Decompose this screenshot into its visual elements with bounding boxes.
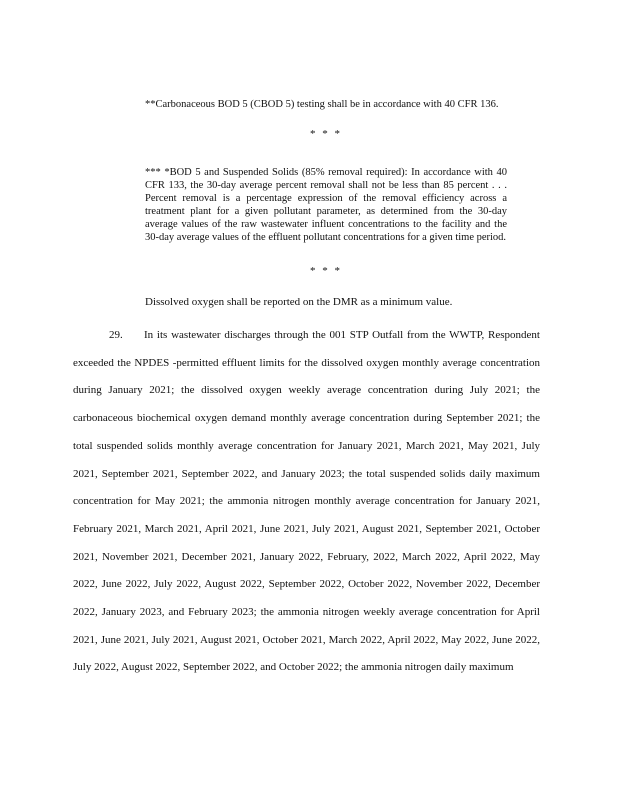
paragraph-number: 29. (109, 329, 123, 341)
section-separator: * * * (310, 265, 342, 277)
footnote-cbod: **Carbonaceous BOD 5 (CBOD 5) testing shall be in accordance with 40 CFR 136. (145, 98, 499, 110)
footnote-bod-suspended-solids: *** *BOD 5 and Suspended Solids (85% removal required): In accordance with 40 CFR 133, the 30-day average percent removal shall not be less than 85 percent . . . Percent removal is a percentage expression of the removal efficiency across a treatment plant for a given pollutant parameter, as determined from the 30-day average values of the raw wastewater influent concentrations to the facility and the 30-day average values of the effluent pollutant concentrations for a given time period. (145, 166, 507, 243)
paragraph-text: In its wastewater discharges through the 001 STP Outfall from the WWTP, Respondent exceeded the NPDES -permitted effluent limits for the dissolved oxygen monthly average concentration during January 2021; the dissolved oxygen weekly average concentration during July 2021; the carbonaceous biochemical oxygen demand monthly average concentration during September 2021; the total suspended solids monthly average concentration for January 2021, March 2021, May 2021, July 2021, September 2021, September 2022, and January 2023; the total suspended solids daily maximum concentration for May 2021; the ammonia nitrogen monthly average concentration for January 2021, February 2021, March 2021, April 2021, June 2021, July 2021, August 2021, September 2021, October 2021, November 2021, December 2021, January 2022, February, 2022, March 2022, April 2022, May 2022, June 2022, July 2022, August 2022, September 2022, October 2022, November 2022, December 2022, January 2023, and February 2023; the ammonia nitrogen weekly average concentration for April 2021, June 2021, July 2021, August 2021, October 2021, March 2022, April 2022, May 2022, June 2022, July 2022, August 2022, September 2022, and October 2022; the ammonia nitrogen daily maximum (73, 329, 540, 674)
section-separator: * * * (310, 128, 342, 140)
dissolved-oxygen-note: Dissolved oxygen shall be reported on the DMR as a minimum value. (145, 296, 453, 308)
paragraph-29 (73, 322, 540, 682)
